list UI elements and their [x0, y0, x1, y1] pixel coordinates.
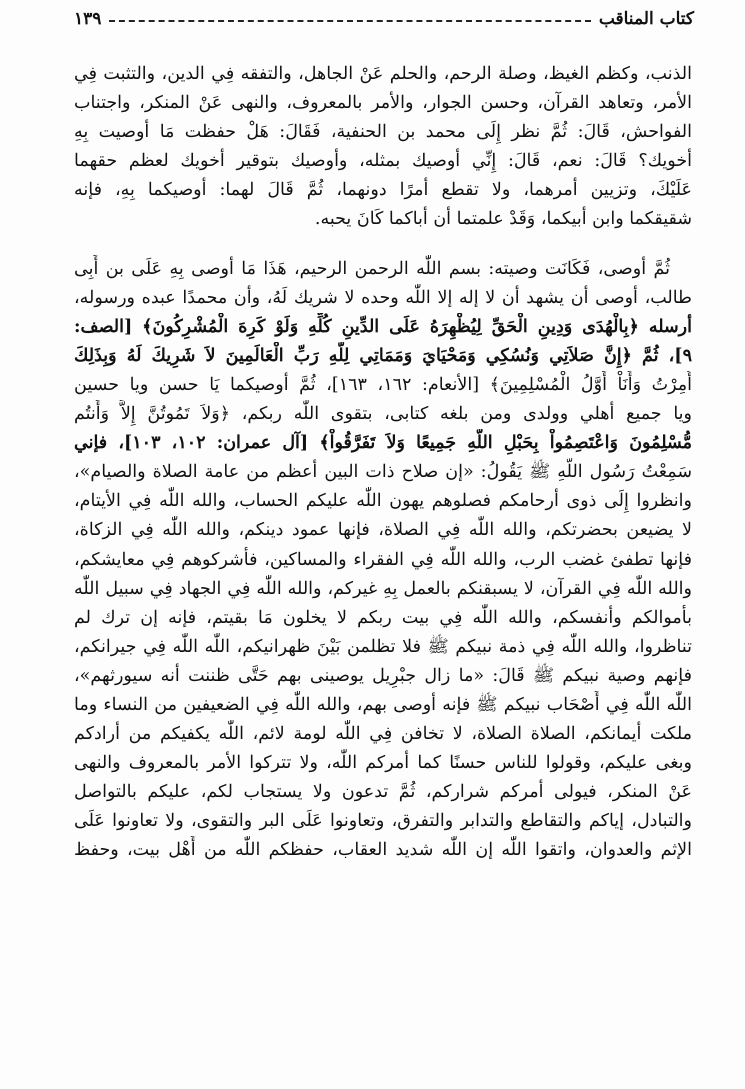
page-number: ١٣٩	[74, 9, 102, 29]
text-line: الفواحش، قَالَ: ثُمَّ نظر إِلَى محمد بن الحنفية، فَقَالَ: هَلْ حفظت مَا أوصيت بِهِ	[74, 122, 692, 143]
text-line: لا يضيعن بحضرتكم، والله اللّٰه فِي الصلاة، فإنها عمود دينكم، والله اللّٰه فِي الزكاة،	[74, 520, 692, 541]
text-line: ثُمَّ أوصى، فَكَانَت وصيته: بسم اللّٰه الرحمن الرحيم، هَذَا مَا أوصى بِهِ عَلَى بن أَبِى	[74, 258, 670, 279]
text-line: سَمِعْتُ رَسُول اللّهِ ﷺ يَقُولُ: «إن صلاح ذات البين أعظم من عامة الصلاة والصيام»،	[74, 462, 692, 483]
text-line-quran: ٩]، ثُمَّ ﴿إِنَّ صَلاَتِي وَنُسُكِي وَمَحْيَايَ وَمَمَاتِي لِلّهِ رَبِّ الْعَالَمِينَ لاَ شَرِيكَ لَهُ وَبِذَلِكَ	[74, 345, 692, 366]
text-line: وانظروا إِلَى ذوى أرحامكم فصلوهم يهون اللّٰه عليكم الحساب، والله اللّٰه فِي الأيتام،	[74, 491, 692, 512]
text-line: وبغى عليكم، وقولوا للناس حسنًا كما أمركم اللّٰه، ولا تتركوا الأمر بالمعروف والنهى	[74, 753, 692, 774]
text-line: أخويك؟ قَالَ: نعم، قَالَ: إِنِّي أوصيك بمثله، وأوصيك بتوقير أخويك لعظم حقهما	[74, 151, 692, 172]
text-line-quran: أرسله ﴿بِالْهُدَى وَدِينِ الْحَقِّ لِيُظْهِرَهُ عَلَى الدِّينِ كُلِّهِ وَلَوْ كَرِهَ الْمُشْرِكُونَ﴾ [الصف:	[74, 316, 692, 337]
text-line-quran: مُّسْلِمُونَ وَاعْتَصِمُواْ بِحَبْلِ اللّهِ جَمِيعًا وَلاَ تَفَرَّقُواْ﴾ [آل عمران: ١٠٢، ١٠٣]، فإني	[74, 433, 692, 454]
text-line: الذنب، وكظم الغيظ، وصلة الرحم، والحلم عَنْ الجاهل، والتفقه فِي الدين، والتثبت فِي	[74, 64, 692, 84]
text-line: والتبادل، إياكم والتقاطع والتدابر والتفرق، وتعاونوا عَلَى البر والتقوى، ولا تعاونوا عَلَى	[74, 811, 692, 832]
text-line: فإنهم وصية نبيكم ﷺ قَالَ: «ما زال جبْرِيل يوصينى بهم حَتَّى ظننت أنه سيورثهم»،	[74, 665, 692, 686]
text-line: اللّٰه اللّٰه فِي أَصْحَاب نبيكم ﷺ فإنه أوصى بهم، والله اللّٰه فِي الضعيفين من النساء وما	[74, 694, 692, 715]
text-line: الأمر، وتعاهد القرآن، وحسن الجوار، والأمر بالمعروف، والنهى عَنْ المنكر، واجتناب	[74, 93, 692, 114]
book-section-title: كتاب المناقب	[598, 9, 694, 29]
header-dashed-rule	[109, 20, 590, 22]
text-line: تناظروا، والله اللّٰه فِي ذمة نبيكم ﷺ فلا تظلمن بَيْنَ ظهرانيكم، اللّٰه اللّٰه فِي جيرانكم،	[74, 636, 692, 657]
text-line: أُمِرْتُ وَأَنَاْ أَوَّلُ الْمُسْلِمِينَ﴾ [الأنعام: ١٦٢، ١٦٣]، ثُمَّ أوصيكما يَا حسن ويا حسين	[74, 374, 692, 395]
paragraph-2	[74, 255, 692, 866]
text-line: ويا جميع أهلي وولدى ومن بلغه كتابى، بتقوى اللّٰه ربكم، ﴿وَلاَ تَمُوتُنَّ إِلاَّ وَأَنتُم	[74, 404, 692, 425]
paragraph-1	[74, 60, 692, 235]
text-line: الإثم والعدوان، واتقوا اللّٰه إن اللّٰه شديد العقاب، حفظكم اللّٰه من أَهْل بيت، وحفظ	[74, 840, 692, 861]
text-line: ملكت أيمانكم، الصلاة الصلاة، لا تخافن فِي اللّٰه لومة لائم، اللّٰه يكفيكم من أرادكم	[74, 724, 692, 745]
paragraph-gap	[74, 235, 692, 255]
running-header	[74, 6, 694, 32]
text-line: شقيقكما وابن أبيكما، وَقَدْ علمتما أن أباكما كَانَ يحبه.	[314, 209, 692, 230]
text-line: طالب، أوصى أن يشهد أن لا إله إلا اللّٰه وحده لا شريك لَهُ، وأن محمدًا عبده ورسوله،	[74, 287, 692, 308]
text-line: والله اللّٰه فِي القرآن، لا يسبقنكم بالعمل بِهِ غيركم، والله اللّٰه فِي الجهاد فِي سبيل اللّٰه	[74, 578, 692, 599]
text-line: بأموالكم وأنفسكم، والله اللّٰه فِي بيت ربكم لا يخلون مَا بقيتم، فإنه إن ترك لم	[74, 607, 692, 628]
text-line: عَنْ المنكر، فيولى أمركم شراركم، ثُمَّ تدعون ولا يستجاب لكم، عليكم بالتواصل	[74, 782, 692, 803]
text-line: فإنها تطفئ غضب الرب، والله اللّٰه فِي الفقراء والمساكين، فأشركوهم فِي معايشكم،	[74, 549, 692, 570]
text-line: عَلَيْكَ، وتزيين أمرهما، ولا تقطع أمرًا دونهما، ثُمَّ قَالَ لهما: أوصيكما بِهِ، فإنه	[74, 180, 692, 201]
page-body	[74, 60, 692, 866]
